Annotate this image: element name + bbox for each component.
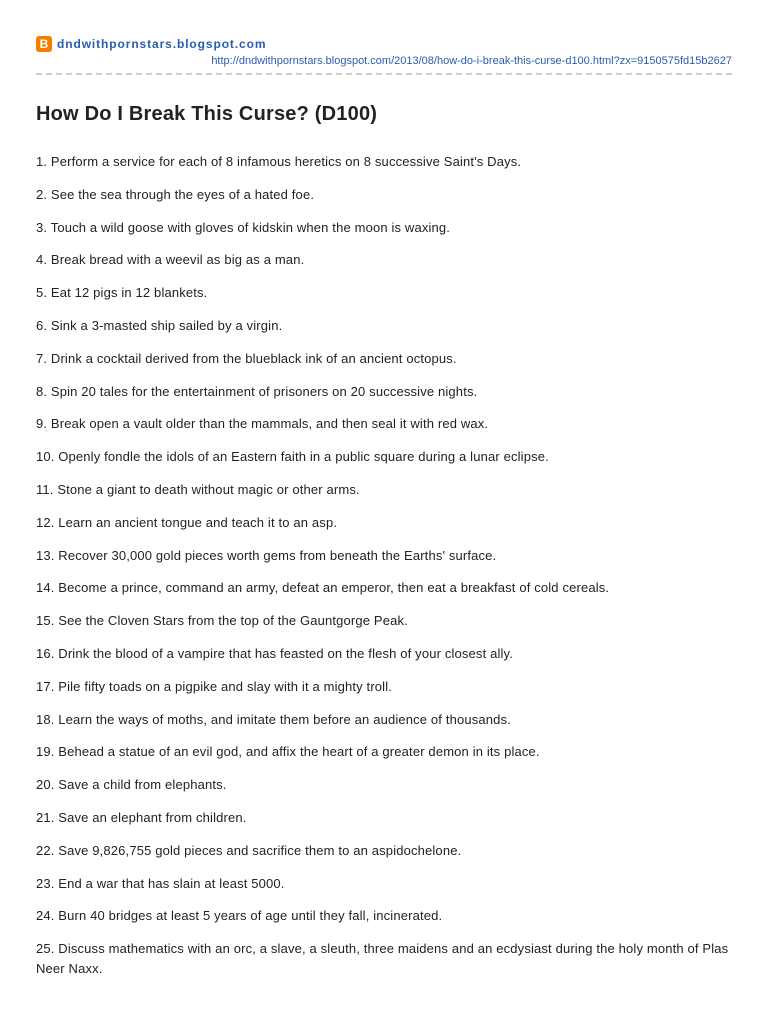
list-item: 2. See the sea through the eyes of a hated foe. (36, 186, 315, 202)
curse-list (36, 152, 736, 992)
list-item: 25. Discuss mathematics with an orc, a slave, a sleuth, three maidens and an ecdysiast during the holy month of Plas Neer Naxx. (36, 941, 729, 977)
page-title: How Do I Break This Curse? (D100) (36, 103, 378, 125)
list-item: 11. Stone a giant to death without magic or other arms. (36, 481, 360, 497)
list-item: 4. Break bread with a weevil as big as a man. (36, 252, 305, 268)
list-item: 16. Drink the blood of a vampire that has feasted on the flesh of your closest ally. (36, 645, 514, 661)
blogger-logo-letter: B (39, 37, 49, 51)
list-item: 6. Sink a 3-masted ship sailed by a virgin. (36, 317, 283, 333)
blogger-logo-icon (36, 36, 52, 52)
source-url-link[interactable]: http://dndwithpornstars.blogspot.com/2013/08/how-do-i-break-this-curse-d100.html?zx=9150575fd15b2627 (211, 55, 732, 67)
list-item: 1. Perform a service for each of 8 infamous heretics on 8 successive Saint's Days. (36, 154, 522, 169)
list-item: 23. End a war that has slain at least 5000. (36, 875, 285, 891)
list-item: 20. Save a child from elephants. (36, 777, 227, 793)
site-name-link[interactable]: dndwithpornstars.blogspot.com (57, 37, 267, 51)
list-item: 18. Learn the ways of moths, and imitate them before an audience of thousands. (36, 711, 511, 727)
site-row (36, 36, 732, 52)
page-header (36, 36, 732, 75)
list-item: 13. Recover 30,000 gold pieces worth gems from beneath the Earths' surface. (36, 547, 497, 563)
list-item: 22. Save 9,826,755 gold pieces and sacrifice them to an aspidochelone. (36, 842, 462, 858)
list-item: 21. Save an elephant from children. (36, 809, 247, 825)
list-item: 8. Spin 20 tales for the entertainment of prisoners on 20 successive nights. (36, 383, 478, 399)
list-item: 9. Break open a vault older than the mammals, and then seal it with red wax. (36, 416, 489, 432)
list-item: 17. Pile fifty toads on a pigpike and slay with it a mighty troll. (36, 678, 393, 694)
list-item: 24. Burn 40 bridges at least 5 years of age until they fall, incinerated. (36, 908, 443, 924)
list-item: 15. See the Cloven Stars from the top of the Gauntgorge Peak. (36, 613, 408, 629)
list-item: 3. Touch a wild goose with gloves of kidskin when the moon is waxing. (36, 219, 451, 235)
list-item: 10. Openly fondle the idols of an Eastern faith in a public square during a lunar eclipse. (36, 449, 549, 465)
header-divider (36, 73, 732, 75)
list-item: 12. Learn an ancient tongue and teach it to an asp. (36, 514, 338, 530)
list-item: 14. Become a prince, command an army, defeat an emperor, then eat a breakfast of cold cereals. (36, 580, 610, 596)
list-item: 5. Eat 12 pigs in 12 blankets. (36, 285, 208, 301)
list-item: 7. Drink a cocktail derived from the blueblack ink of an ancient octopus. (36, 350, 457, 366)
list-item: 19. Behead a statue of an evil god, and affix the heart of a greater demon in its place. (36, 744, 540, 760)
